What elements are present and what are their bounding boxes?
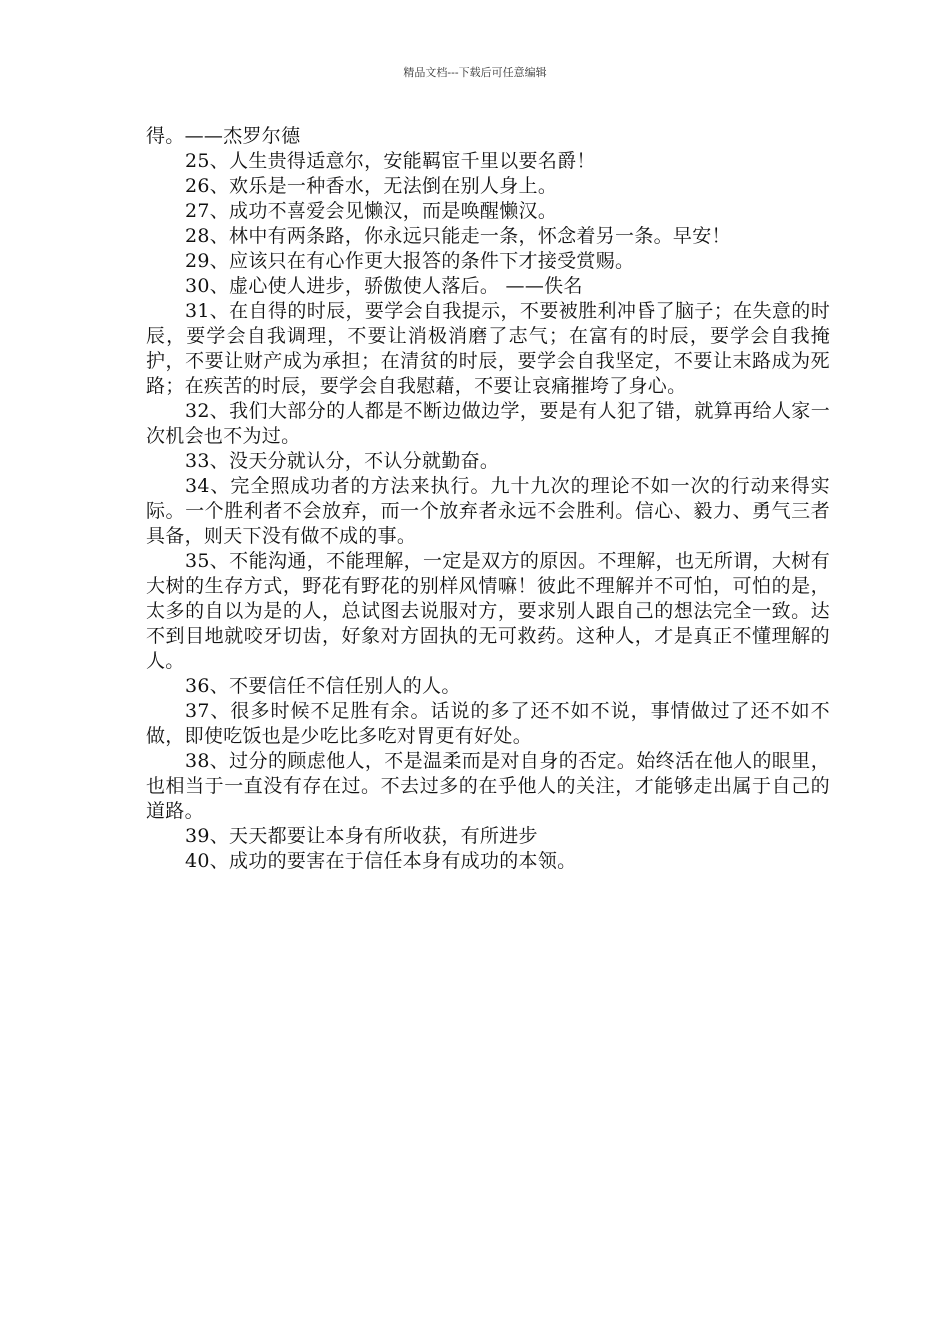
paragraph-30: 30、虚心使人进步，骄傲使人落后。 ——佚名 xyxy=(184,275,583,297)
paragraph-27: 27、成功不喜爱会见懒汉，而是唤醒懒汉。 xyxy=(184,200,558,222)
document-body xyxy=(146,124,830,874)
paragraph-29: 29、应该只在有心作更大报答的条件下才接受赏赐。 xyxy=(184,250,635,272)
paragraph-continuation: 得。——杰罗尔德 xyxy=(146,125,301,147)
paragraph-28: 28、林中有两条路，你永远只能走一条，怀念着另一条。早安！ xyxy=(184,225,731,247)
paragraph-34: 34、完全照成功者的方法来执行。九十九次的理论不如一次的行动来得实际。一个胜利者不会放弃，而一个放弃者永远不会胜利。信心、毅力、勇气三者具备，则天下没有做不成的事。 xyxy=(146,475,830,547)
paragraph-25: 25、人生贵得适意尔，安能羁宦千里以要名爵！ xyxy=(184,150,596,172)
page-header: 精品文档---下载后可任意编辑 xyxy=(403,66,547,79)
paragraph-37: 37、很多时候不足胜有余。话说的多了还不如不说，事情做过了还不如不做，即使吃饭也是少吃比多吃对胃更有好处。 xyxy=(146,700,830,747)
paragraph-35: 35、不能沟通，不能理解，一定是双方的原因。不理解，也无所谓，大树有大树的生存方式，野花有野花的别样风情嘛！彼此不理解并不可怕，可怕的是，太多的自以为是的人，总试图去说服对方，要求别人跟自己的想法完全一致。达不到目地就咬牙切齿，好象对方固执的无可救药。这种人，才是真正不懂理解的人。 xyxy=(146,550,830,672)
paragraph-39: 39、天天都要让本身有所收获，有所进步 xyxy=(184,825,538,847)
paragraph-33: 33、没天分就认分，不认分就勤奋。 xyxy=(184,450,500,472)
paragraph-32: 32、我们大部分的人都是不断边做边学，要是有人犯了错，就算再给人家一次机会也不为过。 xyxy=(146,400,830,447)
paragraph-31: 31、在自得的时辰，要学会自我提示，不要被胜利冲昏了脑子；在失意的时辰，要学会自我调理，不要让消极消磨了志气；在富有的时辰，要学会自我掩护，不要让财产成为承担；在清贫的时辰，要学会自我坚定，不要让末路成为死路；在疾苦的时辰，要学会自我慰藉，不要让哀痛摧垮了身心。 xyxy=(146,300,830,397)
paragraph-38: 38、过分的顾虑他人，不是温柔而是对自身的否定。始终活在他人的眼里，也相当于一直没有存在过。不去过多的在乎他人的关注，才能够走出属于自己的道路。 xyxy=(146,750,830,822)
paragraph-40: 40、成功的要害在于信任本身有成功的本领。 xyxy=(184,850,577,872)
paragraph-26: 26、欢乐是一种香水，无法倒在别人身上。 xyxy=(184,175,558,197)
paragraph-36: 36、不要信任不信任别人的人。 xyxy=(184,675,461,697)
